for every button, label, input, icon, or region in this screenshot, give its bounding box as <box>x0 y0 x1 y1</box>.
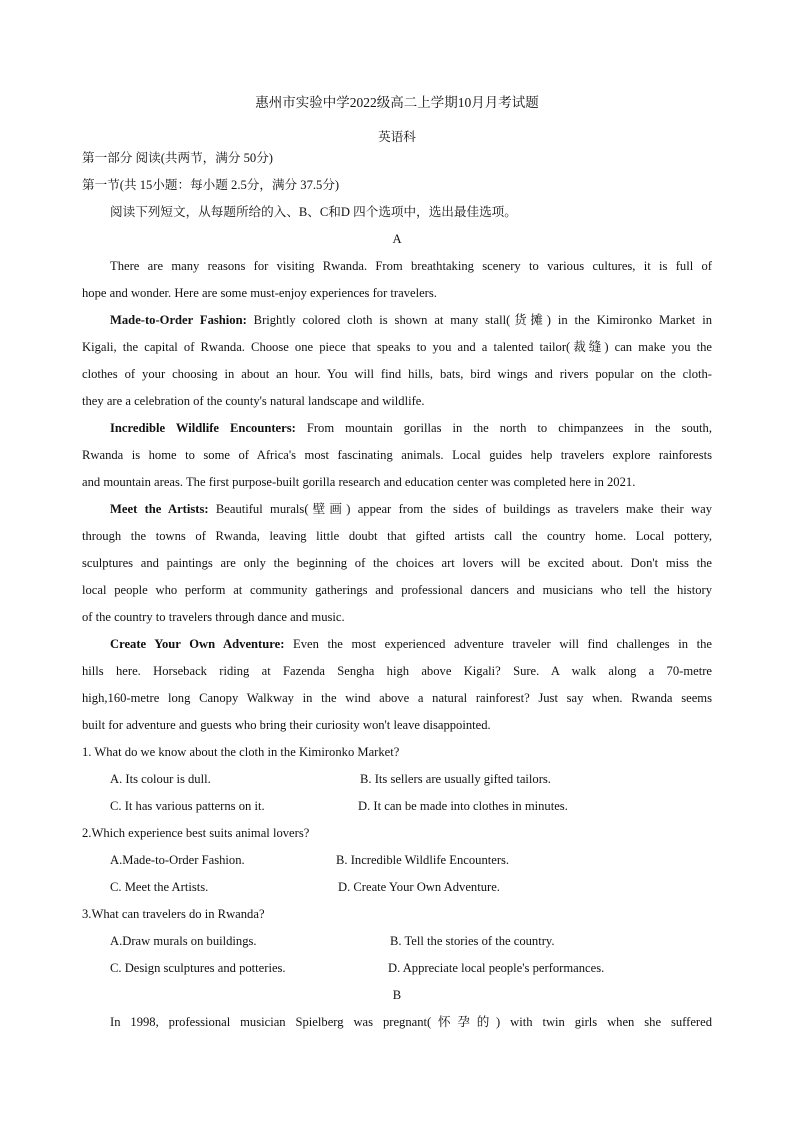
question-stem: 3.What can travelers do in Rwanda? <box>82 907 265 921</box>
paragraph-line: hope and wonder. Here are some must-enjoy experiences for travelers. <box>82 286 437 300</box>
paragraph-line: Made-to-Order Fashion: Brightly colored cloth is shown at many stall(货摊) in the Kimironko Market in <box>110 313 712 327</box>
paragraph-line: sculptures and paintings are only the beginning of the choices art lovers will be excited about. Don't miss the <box>82 556 712 570</box>
option-c: C. It has various patterns on it. <box>110 799 265 813</box>
paragraph-line: through the towns of Rwanda, leaving little doubt that gifted artists call the country home. Local pottery, <box>82 529 712 543</box>
option-d: D. Appreciate local people's performances. <box>388 961 605 975</box>
paragraph-heading: Incredible Wildlife Encounters: <box>110 421 296 435</box>
option-a: A.Made-to-Order Fashion. <box>110 853 245 867</box>
paragraph-line: In 1998, professional musician Spielberg was pregnant(怀孕的) with twin girls when she suffered <box>110 1015 712 1029</box>
paragraph-line: Meet the Artists: Beautiful murals(壁画) appear from the sides of buildings as travelers make their way <box>110 502 712 516</box>
paragraph-line: high,160-metre long Canopy Walkway in the wind above a natural rainforest? Just say when. Rwanda seems <box>82 691 712 705</box>
paragraph-line: of the country to travelers through dance and music. <box>82 610 345 624</box>
paragraph-line: local people who perform at community gatherings and professional dancers and musicians who tell the history <box>82 583 712 597</box>
question-stem: 2.Which experience best suits animal lovers? <box>82 826 310 840</box>
option-a: A. Its colour is dull. <box>110 772 211 786</box>
paragraph-line: Create Your Own Adventure: Even the most experienced adventure traveler will find challenges in the <box>110 637 712 651</box>
question-stem: 1. What do we know about the cloth in the Kimironko Market? <box>82 745 400 759</box>
paragraph-heading: Create Your Own Adventure: <box>110 637 285 651</box>
paragraph-line: There are many reasons for visiting Rwanda. From breathtaking scenery to various cultures, it is full of <box>110 259 712 273</box>
paragraph-line: Rwanda is home to some of Africa's most fascinating animals. Local guides help travelers explore rainforests <box>82 448 712 462</box>
instructions: 阅读下列短文，从每题所给的入、B、C和D 四个选项中，选出最佳选项。 <box>110 205 517 219</box>
paragraph-line: clothes of your choosing in about an hour. You will find hills, bats, bird wings and rivers popular on the cloth- <box>82 367 712 381</box>
option-c: C. Meet the Artists. <box>110 880 209 894</box>
part-heading: 第一部分 阅读(共两节，满分 50分) <box>82 151 273 165</box>
exam-title: 惠州市实验中学2022级高二上学期10月月考试题 <box>255 95 539 110</box>
subject-label: 英语科 <box>378 130 416 144</box>
paragraph-heading: Made-to-Order Fashion: <box>110 313 247 327</box>
paragraph-line: Kigali, the capital of Rwanda. Choose one piece that speaks to you and a talented tailor(裁缝) can make you the <box>82 340 712 354</box>
paragraph-line: they are a celebration of the county's natural landscape and wildlife. <box>82 394 425 408</box>
paragraph-heading: Meet the Artists: <box>110 502 209 516</box>
passage-b-label: B <box>392 988 402 1002</box>
option-c: C. Design sculptures and potteries. <box>110 961 286 975</box>
option-d: D. Create Your Own Adventure. <box>338 880 500 894</box>
section-heading: 第一节(共 15小题：每小题 2.5分，满分 37.5分) <box>82 178 340 192</box>
paragraph-line: hills here. Horseback riding at Fazenda Sengha high above Kigali? Sure. A walk along a 70-metre <box>82 664 712 678</box>
paragraph-line: Incredible Wildlife Encounters: From mountain gorillas in the north to chimpanzees in the south, <box>110 421 712 435</box>
option-d: D. It can be made into clothes in minutes. <box>358 799 568 813</box>
option-b: B. Its sellers are usually gifted tailors. <box>360 772 551 786</box>
option-b: B. Tell the stories of the country. <box>390 934 555 948</box>
passage-a-label: A <box>392 232 402 246</box>
paragraph-line: built for adventure and guests who bring their curiosity won't leave disappointed. <box>82 718 491 732</box>
option-a: A.Draw murals on buildings. <box>110 934 257 948</box>
paragraph-line: and mountain areas. The first purpose-built gorilla research and education center was completed here in 2021. <box>82 475 636 489</box>
option-b: B. Incredible Wildlife Encounters. <box>336 853 510 867</box>
